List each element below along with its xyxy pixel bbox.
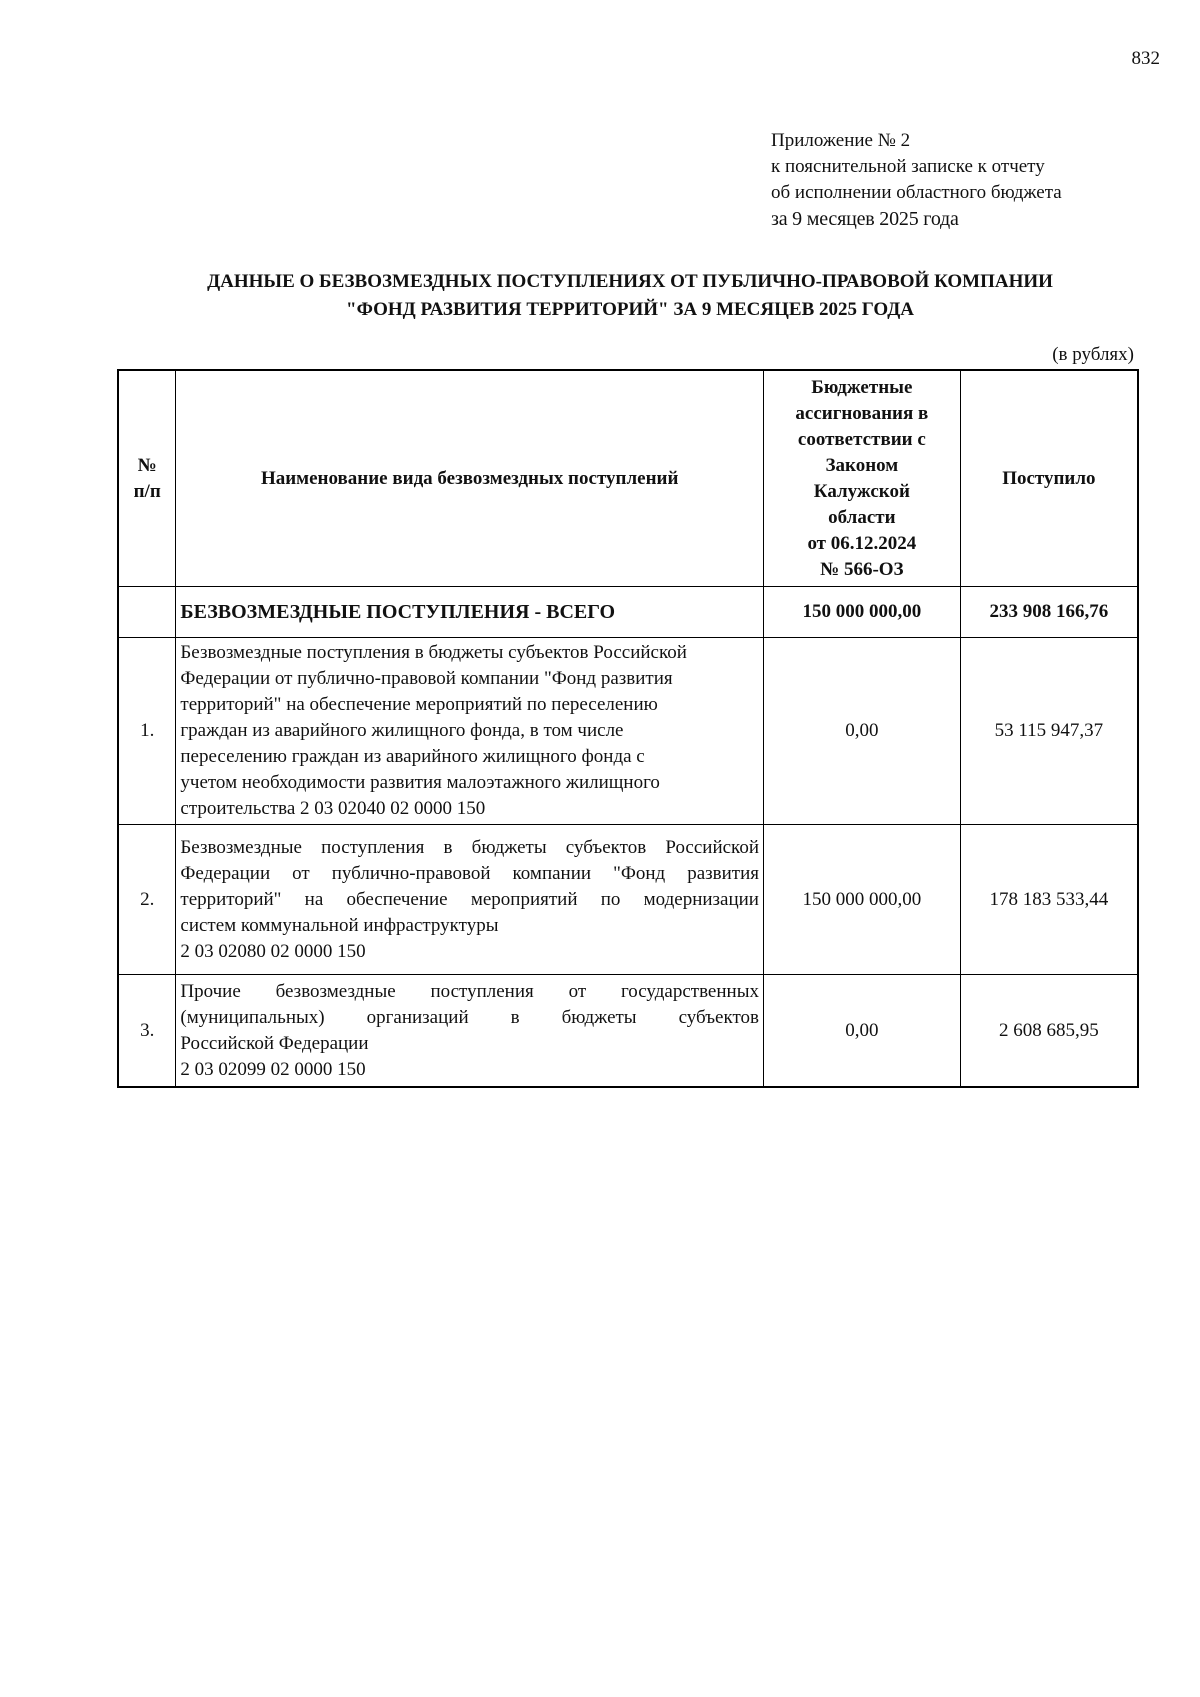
table-row xyxy=(118,825,1138,975)
row-number: 1. xyxy=(118,638,176,825)
row-description: Безвозмездные поступления в бюджеты субъектов Российской Федерации от публично-правовой компании "Фонд развития территорий" на обеспечение мероприятий по модернизации систем коммунальной инфраструктуры 2 03 02080 02 0000 150 xyxy=(176,825,764,975)
appendix-line: за 9 месяцев 2025 года xyxy=(771,208,959,230)
document-title xyxy=(120,268,1140,324)
total-number xyxy=(118,587,176,638)
total-fact: 233 908 166,76 xyxy=(960,587,1138,638)
page-number: 832 xyxy=(1131,48,1160,69)
total-label: БЕЗВОЗМЕЗДНЫЕ ПОСТУПЛЕНИЯ - ВСЕГО xyxy=(176,587,764,638)
table-row xyxy=(118,638,1138,825)
row-plan: 150 000 000,00 xyxy=(763,825,960,975)
row-plan: 0,00 xyxy=(763,638,960,825)
header-number: № п/п xyxy=(118,370,176,587)
header-fact: Поступило xyxy=(960,370,1138,587)
appendix-line: Приложение № 2 xyxy=(771,130,911,151)
row-fact: 53 115 947,37 xyxy=(960,638,1138,825)
table-header-row xyxy=(118,370,1138,587)
row-number: 2. xyxy=(118,825,176,975)
header-plan: Бюджетные ассигнования в соответствии с Законом Калужской области от 06.12.2024 № 566-ОЗ xyxy=(763,370,960,587)
units-note: (в рублях) xyxy=(1052,344,1134,365)
receipts-table xyxy=(117,369,1139,1088)
title-line: ДАННЫЕ О БЕЗВОЗМЕЗДНЫХ ПОСТУПЛЕНИЯХ ОТ ПУБЛИЧНО-ПРАВОВОЙ КОМПАНИИ xyxy=(207,271,1053,292)
header-name: Наименование вида безвозмездных поступлений xyxy=(176,370,764,587)
total-plan: 150 000 000,00 xyxy=(763,587,960,638)
title-line: "ФОНД РАЗВИТИЯ ТЕРРИТОРИЙ" ЗА 9 МЕСЯЦЕВ 2025 ГОДА xyxy=(346,299,914,320)
total-row xyxy=(118,587,1138,638)
row-description: Прочие безвозмездные поступления от государственных (муниципальных) организаций в бюджеты субъектов Российской Федерации 2 03 02099 02 0000 150 xyxy=(176,975,764,1088)
appendix-line: к пояснительной записке к отчету xyxy=(771,156,1045,177)
row-number: 3. xyxy=(118,975,176,1088)
appendix-line: об исполнении областного бюджета xyxy=(771,182,1062,203)
row-plan: 0,00 xyxy=(763,975,960,1088)
row-description: Безвозмездные поступления в бюджеты субъектов Российской Федерации от публично-правовой компании "Фонд развития территорий" на обеспечение мероприятий по переселению граждан из аварийного жилищного фонда, в том числе переселению граждан из аварийного жилищного фонда с учетом необходимости развития малоэтажного жилищного строительства 2 03 02040 02 0000 150 xyxy=(176,638,764,825)
row-fact: 178 183 533,44 xyxy=(960,825,1138,975)
appendix-header xyxy=(771,128,1062,232)
row-fact: 2 608 685,95 xyxy=(960,975,1138,1088)
table-row xyxy=(118,975,1138,1088)
